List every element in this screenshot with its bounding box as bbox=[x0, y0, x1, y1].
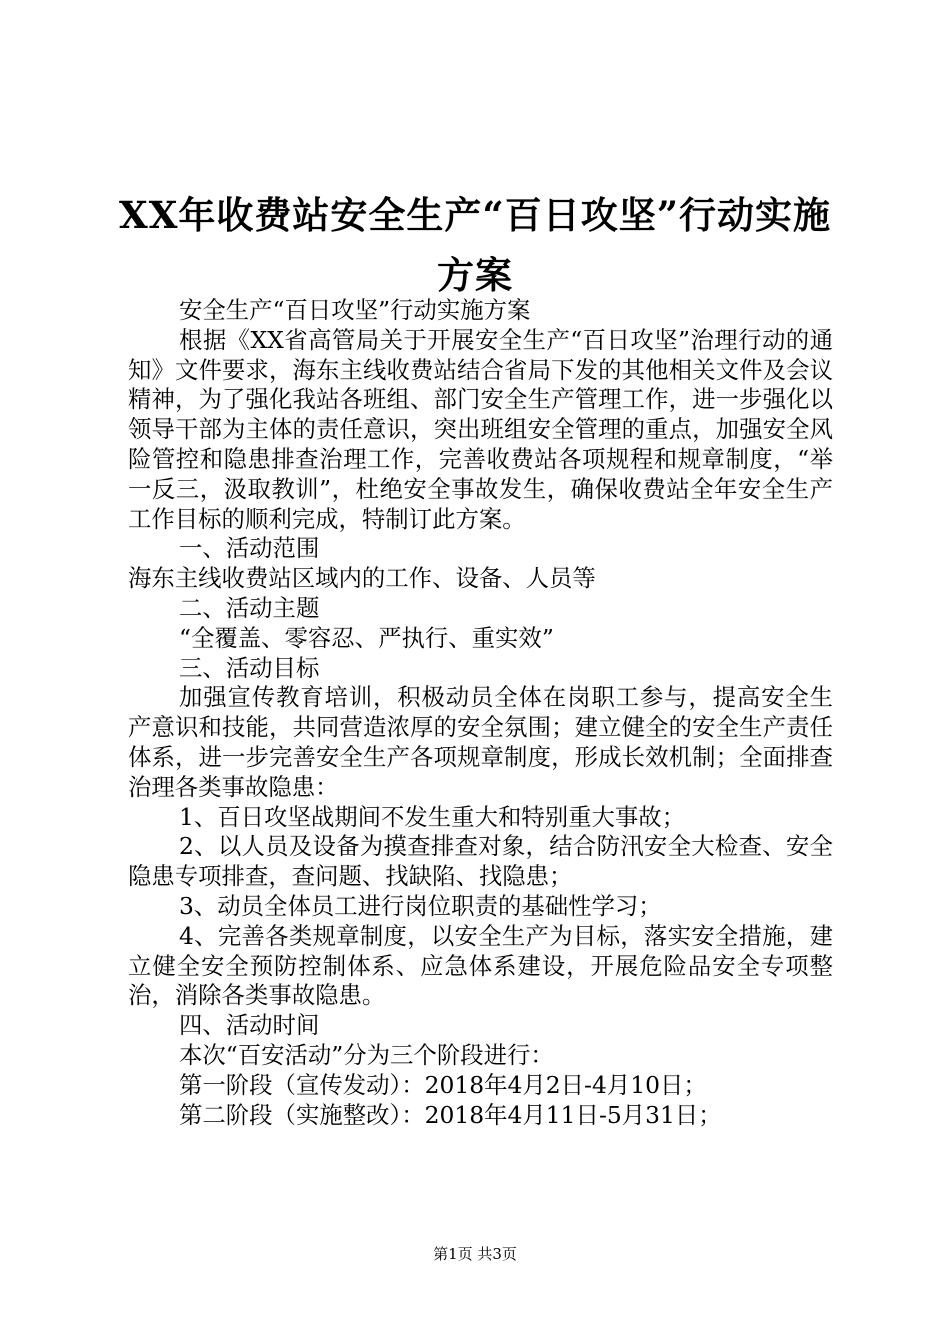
scope-paragraph: 海东主线收费站区域内的工作、设备、人员等 bbox=[128, 564, 596, 593]
section-heading-scope: 一、活动范围 bbox=[179, 534, 320, 563]
phase-2-paragraph: 第二阶段（实施整改）：2018年4月11日-5月31日； bbox=[179, 1100, 722, 1129]
goal-item-3: 3、动员全体员工进行岗位职责的基础性学习； bbox=[179, 891, 662, 920]
document-body bbox=[128, 296, 833, 1130]
intro-paragraph: 根据《XX省高管局关于开展安全生产“百日攻坚”治理行动的通知》文件要求，海东主线收费站结合省局下发的其他相关文件及会议精神，为了强化我站各班组、部门安全生产管理工作，进一步强化以领导干部为主体的责任意识，突出班组安全管理的重点，加强安全风险管控和隐患排查治理工作，完善收费站各项规程和规章制度，“举一反三，汲取教训”，杜绝安全事故发生，确保收费站全年安全生产工作目标的顺利完成，特制订此方案。 bbox=[128, 325, 833, 533]
section-heading-time: 四、活动时间 bbox=[179, 1011, 320, 1040]
page-footer: 第1页 共3页 bbox=[433, 1245, 517, 1263]
goal-item-1: 1、百日攻坚战期间不发生重大和特别重大事故； bbox=[179, 802, 686, 831]
time-intro-paragraph: 本次“百安活动”分为三个阶段进行： bbox=[179, 1040, 554, 1069]
section-heading-theme: 二、活动主题 bbox=[179, 593, 320, 622]
theme-paragraph: “全覆盖、零容忍、严执行、重实效” bbox=[179, 623, 554, 652]
goals-paragraph: 加强宣传教育培训，积极动员全体在岗职工参与，提高安全生产意识和技能，共同营造浓厚的安全氛围；建立健全的安全生产责任体系，进一步完善安全生产各项规章制度，形成长效机制；全面排查治理各类事故隐患： bbox=[128, 683, 833, 801]
subtitle-paragraph: 安全生产“百日攻坚”行动实施方案 bbox=[179, 296, 531, 324]
section-heading-goals: 三、活动目标 bbox=[179, 653, 320, 682]
goal-item-2: 2、以人员及设备为摸查排查对象，结合防汛安全大检查、安全隐患专项排查，查问题、找缺陷、找隐患； bbox=[128, 832, 833, 891]
document-title-line1: XX年收费站安全生产“百日攻坚”行动实施 bbox=[119, 193, 831, 237]
document-title-line2: 方案 bbox=[437, 253, 513, 297]
goal-item-4: 4、完善各类规章制度，以安全生产为目标，落实安全措施，建立健全安全预防控制体系、应急体系建设，开展危险品安全专项整治，消除各类事故隐患。 bbox=[128, 921, 833, 1010]
phase-1-paragraph: 第一阶段（宣传发动）：2018年4月2日-4月10日； bbox=[179, 1070, 707, 1099]
